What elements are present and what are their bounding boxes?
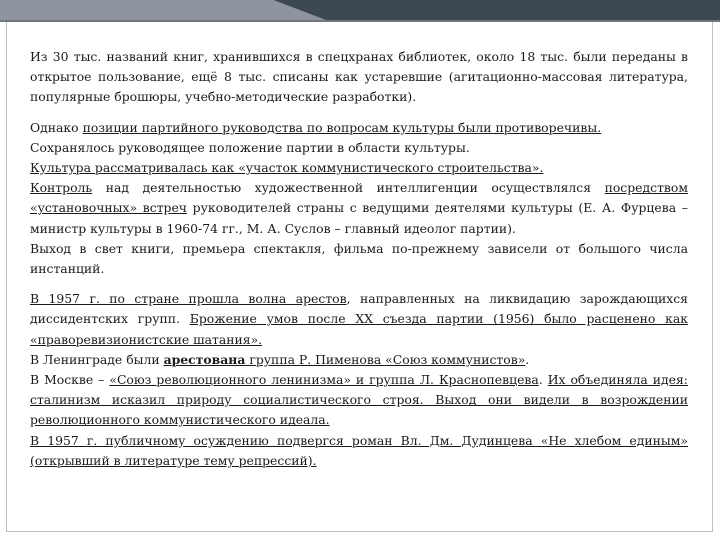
- paragraph-leningrad: [30, 350, 688, 370]
- title-bar: [0, 0, 720, 22]
- paragraph-books: Из 30 тыс. названий книг, хранившихся в спецхранах библиотек, около 18 тыс. были переданы в открытое пользование, ещё 8 тыс. списаны как устаревшие (агитационно-массовая литература, популярные брошюры, учебно-методические разработки).: [30, 49, 688, 105]
- text-segment: .: [525, 351, 530, 367]
- text-segment: Однако: [30, 119, 83, 135]
- spacer: [30, 108, 688, 118]
- paragraph-arrests: [30, 289, 688, 350]
- underlined-text: Их объединяла идея: сталинизм исказил природу социалистического строя. Выход они видели в возрождении революционного коммунистического идеала.: [30, 372, 688, 428]
- spacer: [30, 279, 688, 289]
- underlined-text: «Союз революционного ленинизма» и группа Л. Краснопевцева: [109, 372, 539, 388]
- underlined-text: Контроль: [30, 180, 93, 196]
- paragraph-dudintsev: В 1957 г. публичному осуждению подвергся роман Вл. Дм. Дудинцева «Не хлебом единым» (открывший в литературе тему репрессий).: [30, 432, 688, 468]
- text-segment: над деятельностью художественной интеллигенции осуществлялся: [92, 180, 605, 196]
- slide-body: [30, 47, 688, 471]
- underlined-text: В 1957 г. по стране прошла волна арестов: [30, 291, 347, 307]
- underlined-text: группа Р. Пименова «Союз коммунистов»: [245, 351, 526, 367]
- paragraph-party-position: [30, 118, 688, 138]
- text-segment: руководителей страны с ведущими деятелями культуры (Е. А. Фурцева – министр культуры в 1960-74 гг., М. А. Суслов – главный идеолог партии).: [30, 200, 688, 236]
- paragraph-release: Выход в свет книги, премьера спектакля, фильма по-прежнему зависели от большого числа инстанций.: [30, 240, 688, 277]
- paragraph-control: [30, 178, 688, 239]
- bold-underlined-text: арестована: [163, 351, 246, 367]
- text-segment: .: [538, 372, 548, 388]
- paragraph-culture-sector: Культура рассматривалась как «участок коммунистического строительства».: [30, 160, 544, 176]
- underlined-text: позиции партийного руководства по вопросам культуры были противоречивы.: [82, 119, 602, 135]
- text-segment: , направленных на ликвидацию зарождающихся диссидентских групп.: [30, 291, 688, 327]
- text-segment: В Ленинграде были: [30, 351, 164, 367]
- text-segment: В Москве –: [30, 372, 110, 388]
- paragraph-party-role: Сохранялось руководящее положение партии в области культуры.: [30, 139, 470, 155]
- paragraph-moscow: [30, 370, 688, 431]
- underlined-text: Брожение умов после XX съезда партии (1956) было расценено как «праворевизионистские шатания».: [30, 311, 689, 347]
- underlined-text: посредством «установочных» встреч: [30, 180, 688, 216]
